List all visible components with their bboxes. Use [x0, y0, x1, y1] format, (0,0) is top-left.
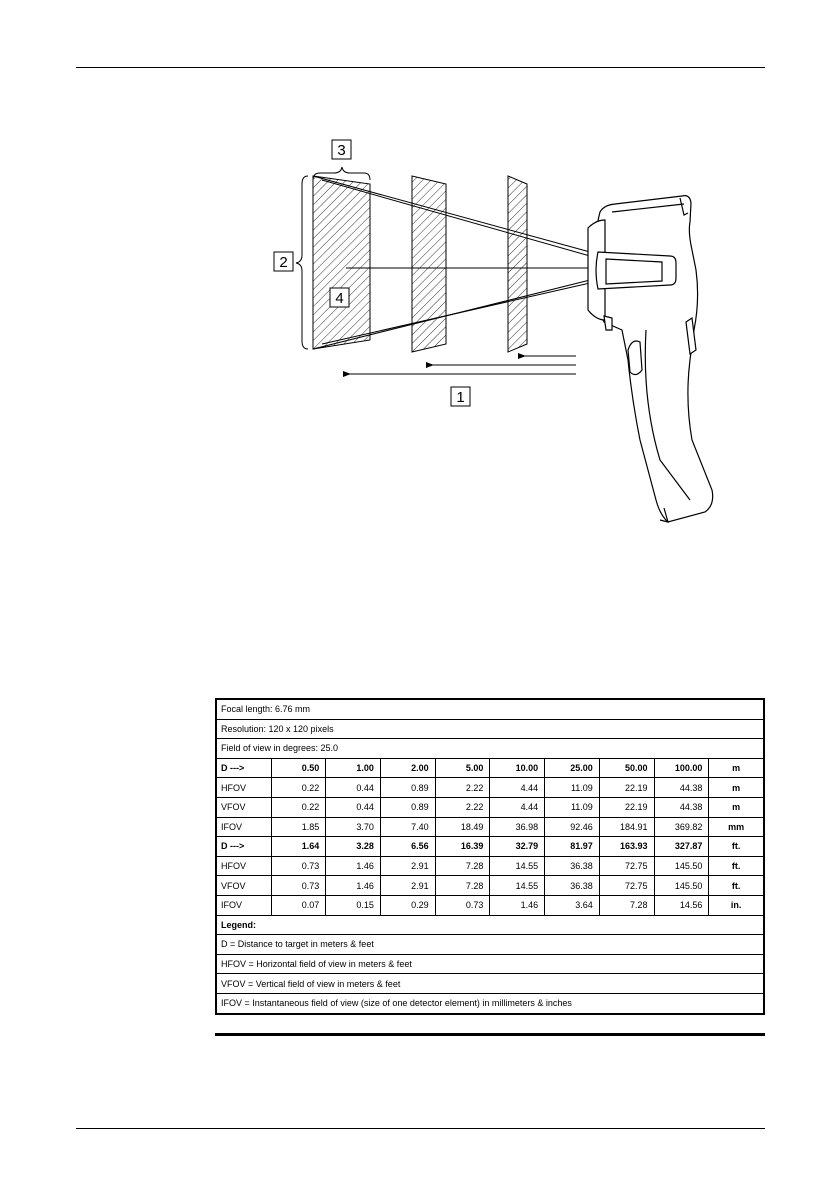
cell-value: 36.38 [545, 856, 600, 876]
cell-value: 16.39 [435, 837, 490, 857]
row-label: D ---> [216, 758, 271, 778]
cell-value: 44.38 [654, 778, 709, 798]
bracket-2 [296, 176, 308, 349]
resolution: Resolution: 120 x 120 pixels [216, 719, 764, 739]
callout-1 [451, 387, 470, 406]
cell-value: 11.09 [545, 797, 600, 817]
fov-degrees: Field of view in degrees: 25.0 [216, 739, 764, 759]
unit-cell: m [709, 778, 764, 798]
unit-cell: m [709, 758, 764, 778]
legend-row [216, 954, 764, 974]
cell-value: 0.07 [271, 895, 326, 915]
callout-3 [332, 140, 351, 159]
table-end-rule [215, 1033, 765, 1036]
resolution-row [216, 719, 764, 739]
cell-value: 1.46 [326, 856, 381, 876]
row-label: HFOV [216, 856, 271, 876]
field-of-view-table [215, 698, 765, 1015]
target-plane-near [508, 176, 527, 352]
cell-value: 11.09 [545, 778, 600, 798]
cell-value: 50.00 [599, 758, 654, 778]
cell-value: 5.00 [435, 758, 490, 778]
cell-value: 22.19 [599, 778, 654, 798]
svg-text:3: 3 [337, 142, 346, 159]
cell-value: 1.46 [490, 895, 545, 915]
cell-value: 100.00 [654, 758, 709, 778]
cell-value: 1.85 [271, 817, 326, 837]
row-label: VFOV [216, 797, 271, 817]
cell-value: 0.50 [271, 758, 326, 778]
callout-4 [330, 288, 349, 307]
legend-item: D = Distance to target in meters & feet [216, 935, 764, 955]
cell-value: 14.56 [654, 895, 709, 915]
cell-value: 2.22 [435, 797, 490, 817]
focal-length: Focal length: 6.76 mm [216, 699, 764, 719]
legend-row [216, 974, 764, 994]
target-plane-far [313, 176, 370, 349]
cell-value: 0.15 [326, 895, 381, 915]
legend-row [216, 993, 764, 1013]
cell-value: 184.91 [599, 817, 654, 837]
table-row [216, 837, 764, 857]
legend-title: Legend: [216, 915, 764, 935]
unit-cell: mm [709, 817, 764, 837]
cell-value: 36.38 [545, 876, 600, 896]
target-plane-mid [412, 176, 446, 352]
svg-text:1: 1 [456, 389, 465, 406]
legend-item: IFOV = Instantaneous field of view (size of one detector element) in millimeters & inches [216, 993, 764, 1013]
cell-value: 1.00 [326, 758, 381, 778]
cell-value: 4.44 [490, 797, 545, 817]
cell-value: 10.00 [490, 758, 545, 778]
field-of-view-diagram [260, 135, 720, 530]
cell-value: 0.22 [271, 797, 326, 817]
unit-cell: m [709, 797, 764, 817]
cell-value: 145.50 [654, 876, 709, 896]
legend-item: HFOV = Horizontal field of view in meters & feet [216, 954, 764, 974]
cell-value: 145.50 [654, 856, 709, 876]
cell-value: 81.97 [545, 837, 600, 857]
cell-value: 7.28 [435, 856, 490, 876]
cell-value: 0.73 [271, 856, 326, 876]
cell-value: 92.46 [545, 817, 600, 837]
cell-value: 0.73 [435, 895, 490, 915]
legend-row [216, 935, 764, 955]
cell-value: 0.22 [271, 778, 326, 798]
callout-2 [274, 252, 293, 271]
cell-value: 32.79 [490, 837, 545, 857]
cell-value: 2.00 [380, 758, 435, 778]
cell-value: 6.56 [380, 837, 435, 857]
cell-value: 1.64 [271, 837, 326, 857]
cell-value: 44.38 [654, 797, 709, 817]
cell-value: 3.70 [326, 817, 381, 837]
table-row [216, 758, 764, 778]
cell-value: 7.28 [599, 895, 654, 915]
svg-text:2: 2 [279, 254, 288, 271]
footer-rule [76, 1128, 765, 1129]
svg-text:4: 4 [335, 290, 344, 307]
cell-value: 369.82 [654, 817, 709, 837]
cell-value: 2.91 [380, 876, 435, 896]
unit-cell: in. [709, 895, 764, 915]
unit-cell: ft. [709, 856, 764, 876]
cell-value: 0.29 [380, 895, 435, 915]
unit-cell: ft. [709, 837, 764, 857]
cell-value: 14.55 [490, 876, 545, 896]
header-rule [76, 67, 765, 68]
cell-value: 14.55 [490, 856, 545, 876]
cell-value: 36.98 [490, 817, 545, 837]
thermal-camera-icon [588, 196, 713, 522]
cell-value: 18.49 [435, 817, 490, 837]
table-row [216, 856, 764, 876]
cell-value: 7.28 [435, 876, 490, 896]
cell-value: 327.87 [654, 837, 709, 857]
table-row [216, 778, 764, 798]
cell-value: 0.89 [380, 778, 435, 798]
cell-value: 25.00 [545, 758, 600, 778]
cell-value: 72.75 [599, 876, 654, 896]
table-row [216, 797, 764, 817]
row-label: D ---> [216, 837, 271, 857]
cell-value: 0.44 [326, 797, 381, 817]
unit-cell: ft. [709, 876, 764, 896]
cell-value: 163.93 [599, 837, 654, 857]
focal-length-row [216, 699, 764, 719]
legend-item: VFOV = Vertical field of view in meters & feet [216, 974, 764, 994]
cell-value: 0.73 [271, 876, 326, 896]
cell-value: 2.22 [435, 778, 490, 798]
cell-value: 4.44 [490, 778, 545, 798]
cell-value: 2.91 [380, 856, 435, 876]
cell-value: 1.46 [326, 876, 381, 896]
cell-value: 72.75 [599, 856, 654, 876]
row-label: HFOV [216, 778, 271, 798]
table-row [216, 876, 764, 896]
cell-value: 0.44 [326, 778, 381, 798]
row-label: IFOV [216, 895, 271, 915]
row-label: VFOV [216, 876, 271, 896]
legend-title-row [216, 915, 764, 935]
row-label: IFOV [216, 817, 271, 837]
cell-value: 0.89 [380, 797, 435, 817]
fov-degrees-row [216, 739, 764, 759]
table-row [216, 895, 764, 915]
cell-value: 7.40 [380, 817, 435, 837]
cell-value: 3.28 [326, 837, 381, 857]
table-row [216, 817, 764, 837]
cell-value: 22.19 [599, 797, 654, 817]
cell-value: 3.64 [545, 895, 600, 915]
